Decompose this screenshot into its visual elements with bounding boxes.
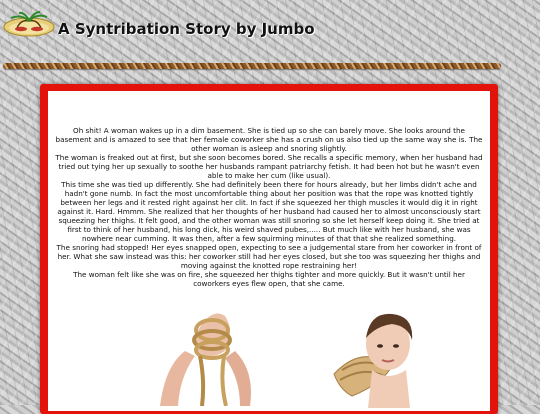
story-paragraph: Oh shit! A woman wakes up in a dim basement. She is tied up so she can barely move. She looks around the basement and is amazed to see that her female coworker she has a crush on us also tied up the same way she is. The other woman is asleep and snoring slightly. bbox=[55, 126, 483, 153]
story-paragraph: The snoring had stopped! Her eyes snapped open, expecting to see a judgemental stare from her coworker in front of her. What she saw instead was this: her coworker still had her eyes closed, but she too was squeezing her thighs and moving against the knotted rope restraining her! bbox=[56, 243, 482, 270]
story-paragraph: The woman felt like she was on fire, she squeezed her thighs tighter and more quickly. But it wasn't until her coworkers eyes flew open, that she came. bbox=[73, 270, 465, 288]
rope-divider bbox=[3, 63, 501, 69]
story-text bbox=[54, 126, 484, 288]
story-paragraph: The woman is freaked out at first, but she soon becomes bored. She recalls a specific memory, when her husband had tried out tying her up sexually to soothe her husbands rampant patriarchy fetish. It had been hot but he wasn't even able to make her cum (like usual). bbox=[55, 153, 483, 180]
page-title: A Syntribation Story by Jumbo bbox=[58, 20, 315, 38]
tied-woman-photo bbox=[322, 304, 490, 408]
story-paragraph: This time she was tied up differently. She had definitely been there for hours already, but her limbs didn't ache and hadn't gone numb. In fact the most uncomfortable thing about her position was that the rope was knotted tightly between her legs and it rested right against her clit. In fact if she squeezed her thigh muscles it would dig it in right against it. Hard. Hmmm. She realized that her thoughts of her husband had caused her to almost unconsciously start squeezing her thighs. It felt good, and the other woman was still snoring so she let herself keep doing it. She tried at first to think of her husband, his long dick, his weird shaved pubes,..... But much like with her husband, she was nowhere near cumming. It was then, after a few squirming minutes of that that she realized something. bbox=[57, 180, 481, 243]
palm-island-logo[interactable] bbox=[3, 11, 55, 37]
tied-hands-photo bbox=[140, 296, 290, 406]
